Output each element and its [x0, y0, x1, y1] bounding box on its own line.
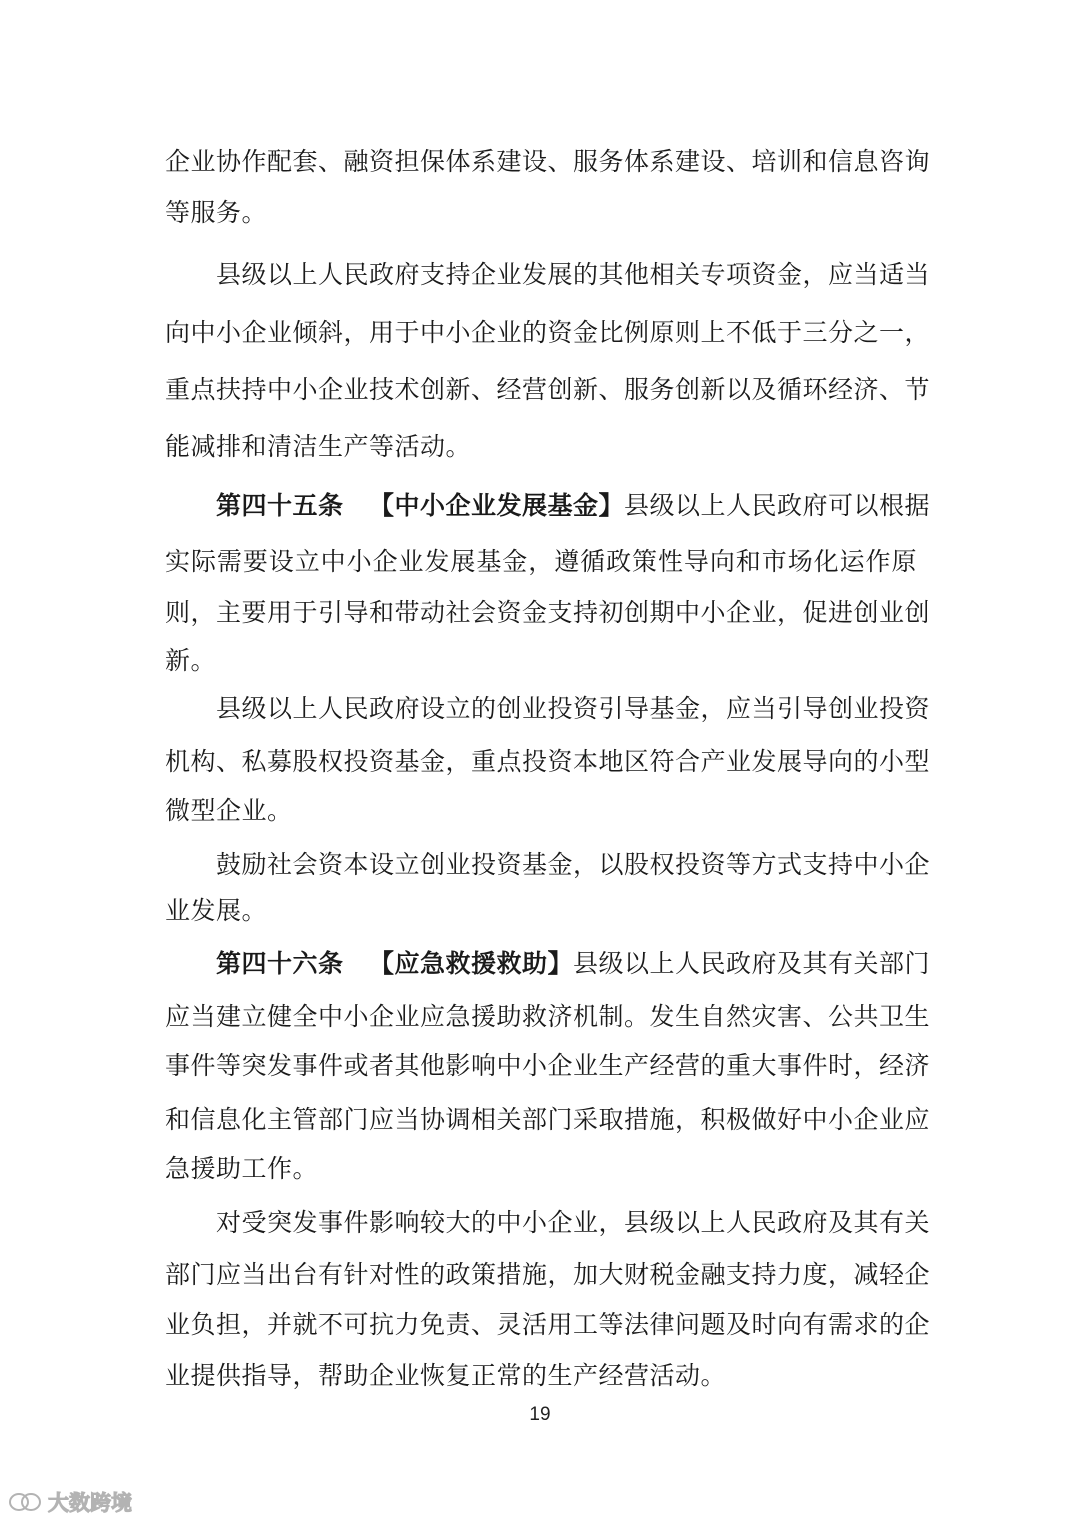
text-line: 机构、私募股权投资基金，重点投资本地区符合产业发展导向的小型 — [165, 747, 931, 776]
page-number: 19 — [529, 1404, 551, 1425]
text-line: 业提供指导，帮助企业恢复正常的生产经营活动。 — [165, 1361, 727, 1390]
article-tag: 【应急救援救助】 — [369, 949, 574, 978]
text-line: 和信息化主管部门应当协调相关部门采取措施，积极做好中小企业应 — [165, 1105, 931, 1134]
text-line: 向中小企业倾斜，用于中小企业的资金比例原则上不低于三分之一， — [165, 318, 931, 347]
text-line: 部门应当出台有针对性的政策措施，加大财税金融支持力度，减轻企 — [165, 1260, 931, 1289]
watermark — [8, 1488, 132, 1516]
article-heading: 第四十五条 — [216, 491, 344, 520]
text-line: 微型企业。 — [165, 796, 293, 825]
text-line: 应当建立健全中小企业应急援助救济机制。发生自然灾害、公共卫生 — [165, 1002, 931, 1031]
article-45-first-line — [216, 486, 931, 526]
text-line: 重点扶持中小企业技术创新、经营创新、服务创新以及循环经济、节 — [165, 375, 931, 404]
watermark-text: 大数跨境 — [48, 1491, 132, 1515]
text-line: 业负担，并就不可抗力免责、灵活用工等法律问题及时向有需求的企 — [165, 1310, 931, 1339]
text-line: 鼓励社会资本设立创业投资基金，以股权投资等方式支持中小企 — [216, 850, 931, 879]
text-line: 急援助工作。 — [165, 1154, 319, 1183]
text-line: 能减排和清洁生产等活动。 — [165, 432, 472, 461]
text-line: 县级以上人民政府及其有关部门 — [573, 949, 931, 978]
text-line: 县级以上人民政府支持企业发展的其他相关专项资金，应当适当 — [216, 260, 931, 289]
text-line: 县级以上人民政府可以根据 — [624, 491, 931, 520]
text-line: 新。 — [165, 646, 217, 675]
article-tag: 【中小企业发展基金】 — [369, 491, 625, 520]
text-line: 业发展。 — [165, 896, 268, 925]
article-heading: 第四十六条 — [216, 949, 344, 978]
text-line: 对受突发事件影响较大的中小企业，县级以上人民政府及其有关 — [216, 1208, 931, 1237]
text-line: 企业协作配套、融资担保体系建设、服务体系建设、培训和信息咨询 — [165, 147, 931, 176]
text-line: 实际需要设立中小企业发展基金，遵循政策性导向和市场化运作原 — [165, 547, 917, 576]
article-46-first-line — [216, 944, 931, 984]
watermark-logo-icon — [8, 1491, 42, 1513]
text-line: 则，主要用于引导和带动社会资金支持初创期中小企业，促进创业创 — [165, 598, 931, 627]
text-line: 等服务。 — [165, 198, 268, 227]
text-line: 县级以上人民政府设立的创业投资引导基金，应当引导创业投资 — [216, 694, 931, 723]
text-line: 事件等突发事件或者其他影响中小企业生产经营的重大事件时，经济 — [165, 1051, 931, 1080]
